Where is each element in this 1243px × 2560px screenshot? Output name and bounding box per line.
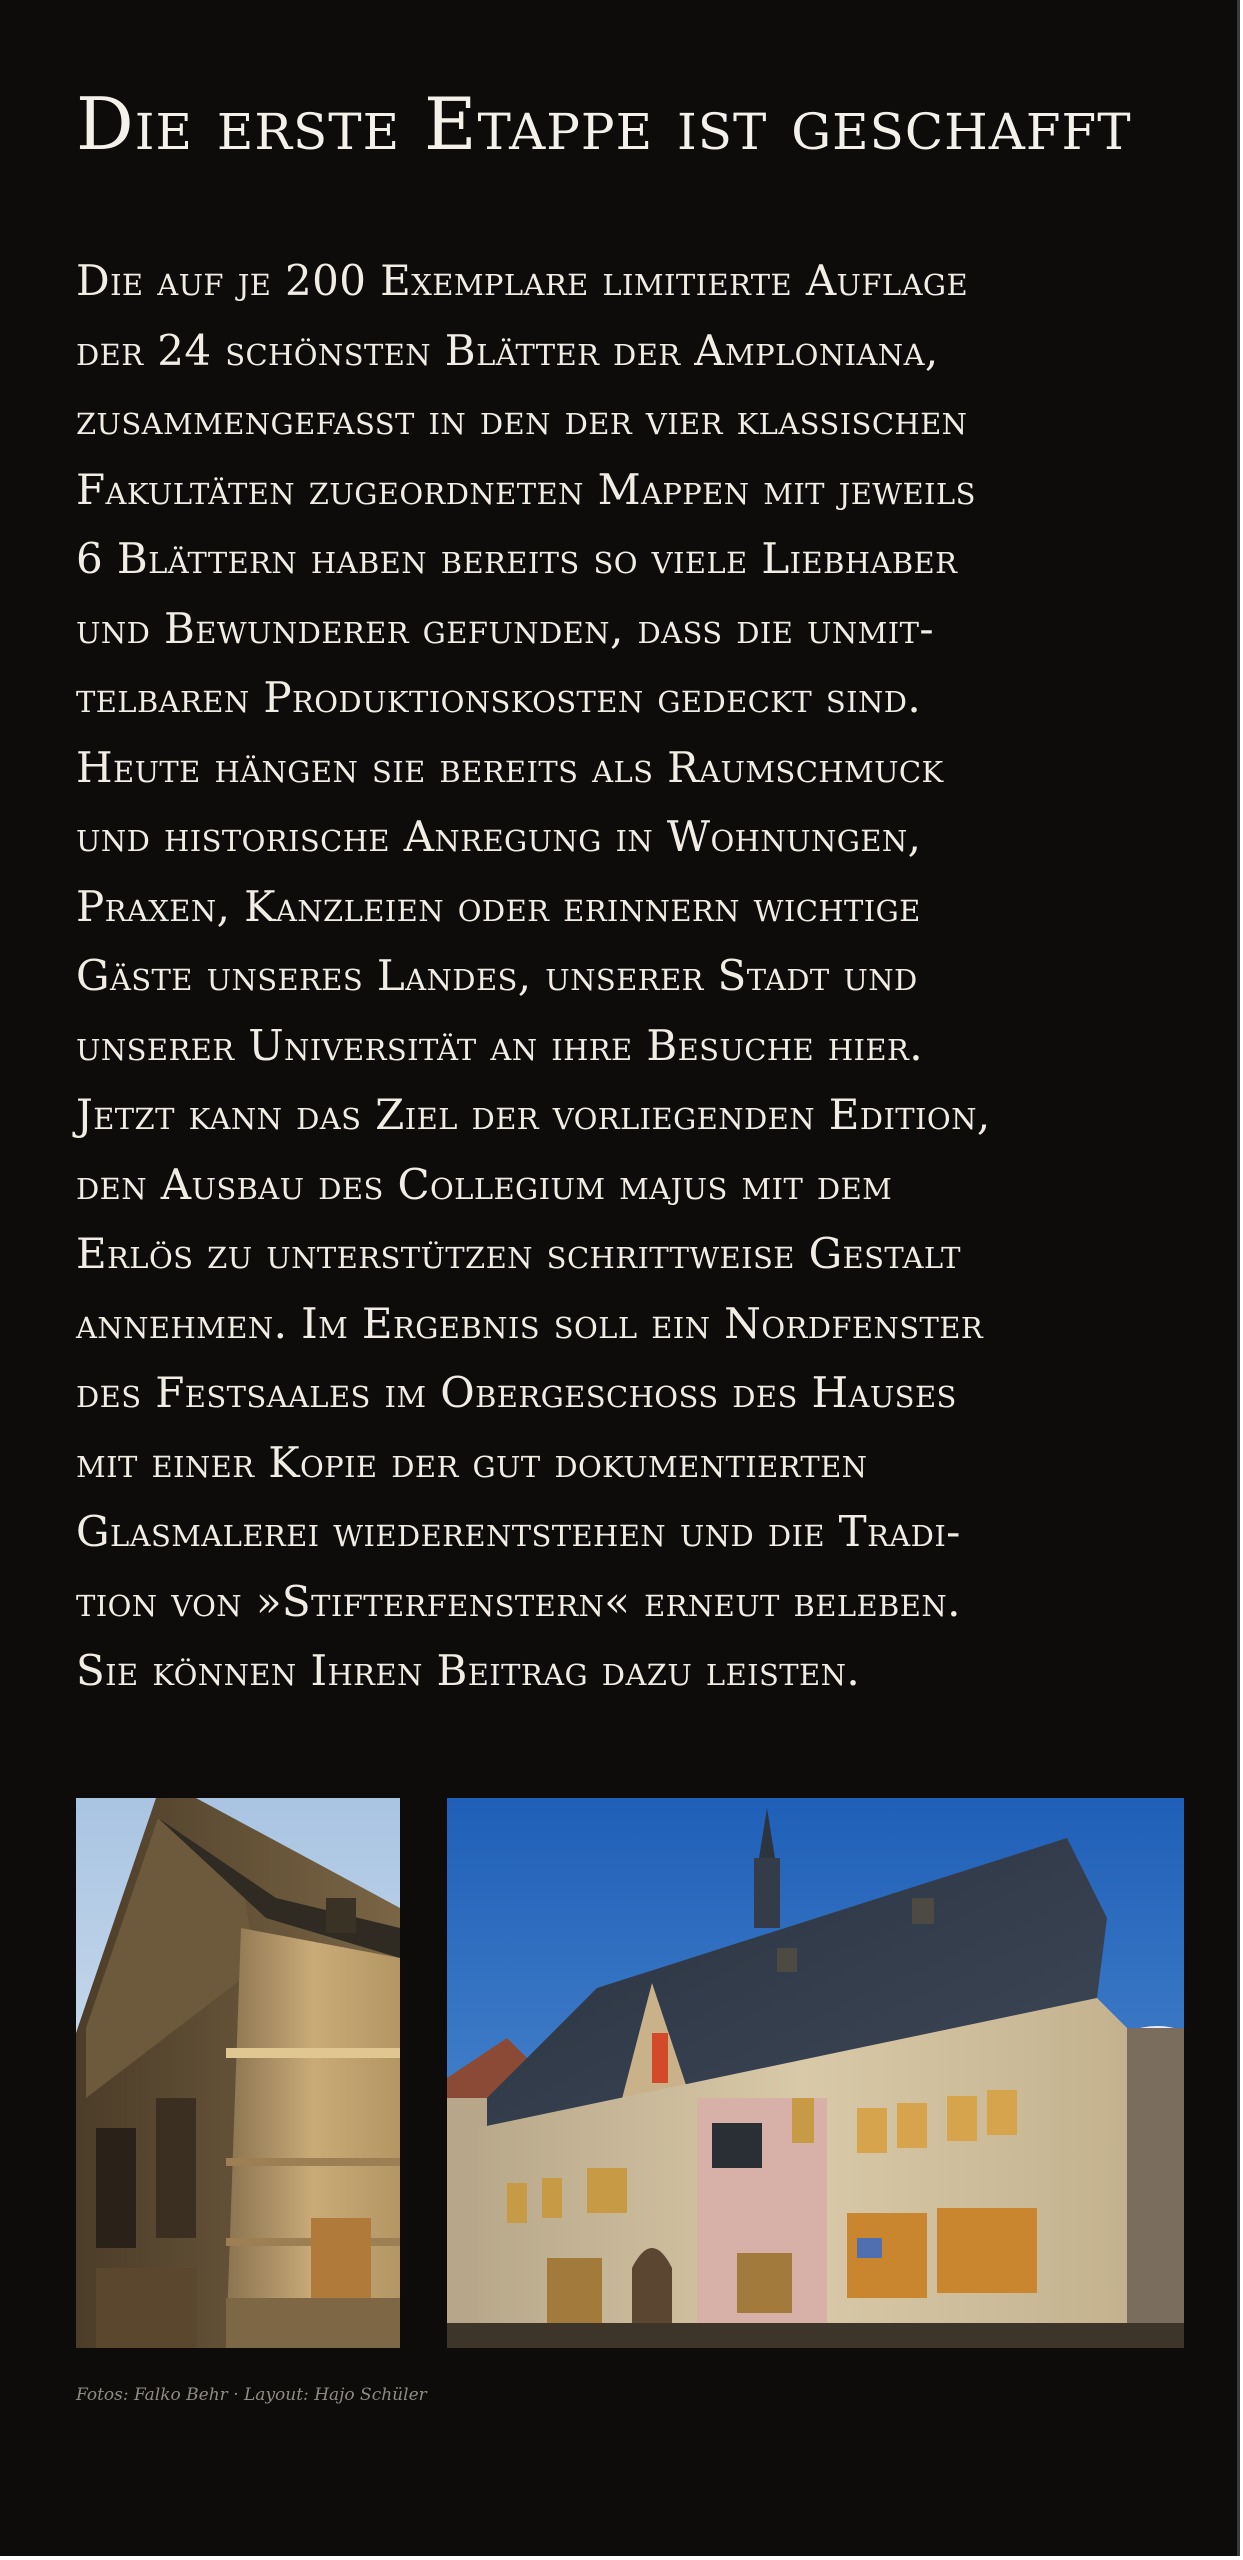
text-line: tion von »Stifterfenstern« erneut beleben. [76,1576,961,1626]
text-line: Praxen, Kanzleien oder erinnern wichtige [76,881,921,931]
text-line: zusammengefasst in den der vier klassischen [76,395,968,444]
photo-collegium-building [447,1798,1184,2348]
text-line: des Festsaales im Obergeschoss des Hauses [76,1368,957,1417]
text-line: Erlös zu unterstützen schrittweise Gestalt [76,1229,961,1278]
text-line: und historische Anregung in Wohnungen, [76,812,922,861]
text-line: Die auf je 200 Exemplare limitierte Auflage [76,256,969,305]
photo-credit: Fotos: Falko Behr · Layout: Hajo Schüler [76,2385,427,2405]
text-line: unserer Universität an ihre Besuche hier. [76,1020,923,1070]
text-line: Glasmalerei wiederentstehen und die Tradi- [76,1507,961,1556]
gable-facade-image [76,1798,400,2348]
text-line: mit einer Kopie der gut dokumentierten [76,1437,868,1487]
text-line: der 24 schönsten Blätter der Amploniana, [76,325,939,375]
photo-gable-facade [76,1798,400,2348]
text-line: Heute hängen sie bereits als Raumschmuck [76,742,944,792]
text-line: annehmen. Im Ergebnis soll ein Nordfenster [76,1298,984,1348]
text-line: Gäste unseres Landes, unserer Stadt und [76,951,918,1000]
text-line: den Ausbau des Collegium majus mit dem [76,1159,893,1209]
text-line: 6 Blättern haben bereits so viele Liebhaber [76,534,958,583]
text-line: telbaren Produktionskosten gedeckt sind. [76,673,922,722]
text-line: Jetzt kann das Ziel der vorliegenden Edition, [76,1090,991,1139]
body-paragraph [76,246,1216,1706]
text-line: und Bewunderer gefunden, dass die unmit- [76,603,934,653]
text-line: Sie können Ihren Beitrag dazu leisten. [76,1646,861,1695]
page-title: Die erste Etappe ist geschafft [76,82,1132,166]
collegium-building-image [447,1798,1184,2348]
text-line: Fakultäten zugeordneten Mappen mit jeweils [76,464,976,514]
